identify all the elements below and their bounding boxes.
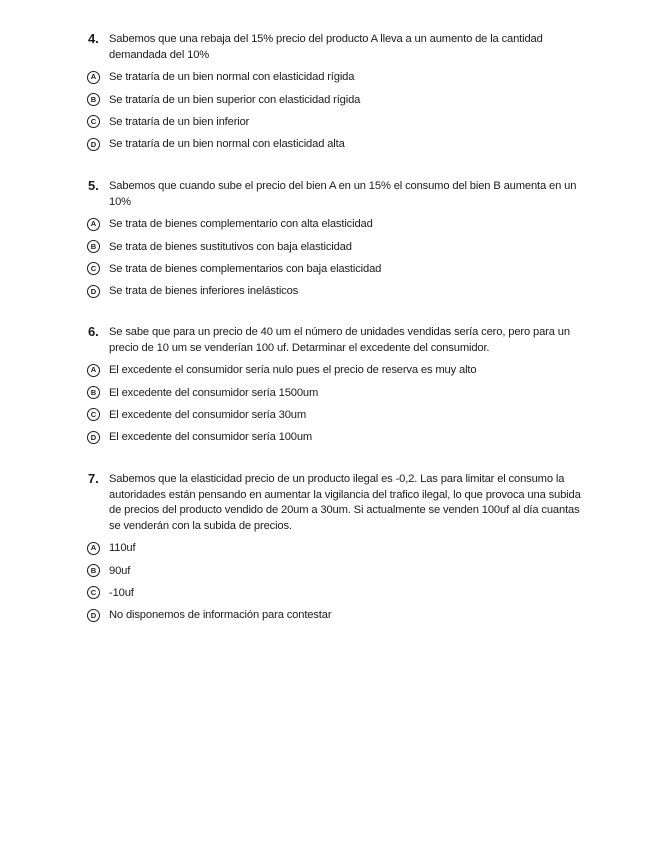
option-letter-badge: D bbox=[87, 285, 100, 298]
question-header bbox=[86, 32, 586, 63]
option-text: Se trata de bienes complementarios con baja elasticidad bbox=[109, 262, 382, 275]
option-text: El excedente del consumidor sería 30um bbox=[109, 408, 307, 421]
question-text: Sabemos que una rebaja del 15% precio del producto A lleva a un aumento de la cantidad demandada del 10% bbox=[109, 33, 543, 61]
question-7 bbox=[86, 472, 586, 627]
option-letter-badge: A bbox=[87, 542, 100, 555]
option-letter-badge: C bbox=[87, 586, 100, 599]
question-number: 6. bbox=[88, 324, 99, 339]
option-b[interactable] bbox=[86, 381, 586, 403]
question-5 bbox=[86, 179, 586, 303]
question-header bbox=[86, 179, 586, 210]
option-c[interactable] bbox=[86, 258, 586, 280]
option-c[interactable] bbox=[86, 111, 586, 133]
option-d[interactable] bbox=[86, 280, 586, 302]
option-a[interactable] bbox=[86, 359, 586, 381]
option-text: Se trataría de un bien normal con elasticidad rígida bbox=[109, 71, 355, 84]
question-4 bbox=[86, 32, 586, 156]
option-letter-badge: B bbox=[87, 386, 100, 399]
option-text: El excedente del consumidor sería 100um bbox=[109, 431, 313, 444]
option-text: Se trataría de un bien normal con elasticidad alta bbox=[109, 138, 345, 151]
option-letter-badge: B bbox=[87, 564, 100, 577]
option-text: Se trataría de un bien superior con elasticidad rígida bbox=[109, 93, 361, 106]
option-text: Se trata de bienes inferiores inelásticos bbox=[109, 285, 299, 298]
option-text: El excedente el consumidor sería nulo pues el precio de reserva es muy alto bbox=[109, 364, 477, 377]
option-d[interactable] bbox=[86, 133, 586, 155]
option-text: -10uf bbox=[109, 586, 134, 599]
option-letter-badge: D bbox=[87, 431, 100, 444]
option-text: 90uf bbox=[109, 564, 131, 577]
question-6 bbox=[86, 325, 586, 449]
question-text: Se sabe que para un precio de 40 um el número de unidades vendidas sería cero, pero para un precio de 10 um se venderían 100 uf. Detarminar el excedente del consumidor. bbox=[109, 326, 570, 354]
option-a[interactable] bbox=[86, 213, 586, 235]
option-text: Se trataría de un bien inferior bbox=[109, 115, 250, 128]
option-b[interactable] bbox=[86, 235, 586, 257]
option-text: Se trata de bienes complementario con alta elasticidad bbox=[109, 218, 373, 231]
option-text: 110uf bbox=[109, 542, 136, 555]
option-b[interactable] bbox=[86, 559, 586, 581]
option-d[interactable] bbox=[86, 426, 586, 448]
question-text: Sabemos que cuando sube el precio del bien A en un 15% el consumo del bien B aumenta en un 10% bbox=[109, 180, 577, 208]
option-letter-badge: B bbox=[87, 240, 100, 253]
option-list bbox=[86, 359, 586, 449]
question-text: Sabemos que la elasticidad precio de un producto ilegal es -0,2. Las para limitar el consumo la autoridades están pensando en aumentar la vigilancia del trafico ilegal, lo que provoca una subida de precios del producto vendido de 20um a 30um. Si actualmente se venden 100uf al día cuantas se venderán con la subida de precios. bbox=[109, 473, 581, 532]
option-b[interactable] bbox=[86, 88, 586, 110]
option-c[interactable] bbox=[86, 404, 586, 426]
option-text: Se trata de bienes sustitutivos con baja elasticidad bbox=[109, 240, 352, 253]
option-text: No disponemos de información para contestar bbox=[109, 609, 332, 622]
option-letter-badge: D bbox=[87, 609, 100, 622]
question-header bbox=[86, 472, 586, 534]
option-letter-badge: C bbox=[87, 408, 100, 421]
option-letter-badge: B bbox=[87, 93, 100, 106]
option-c[interactable] bbox=[86, 582, 586, 604]
question-header bbox=[86, 325, 586, 356]
option-letter-badge: C bbox=[87, 115, 100, 128]
option-letter-badge: D bbox=[87, 138, 100, 151]
question-number: 4. bbox=[88, 31, 99, 46]
option-list bbox=[86, 213, 586, 303]
option-letter-badge: C bbox=[87, 262, 100, 275]
option-a[interactable] bbox=[86, 537, 586, 559]
question-number: 7. bbox=[88, 471, 99, 486]
option-text: El excedente del consumidor sería 1500um bbox=[109, 386, 319, 399]
option-a[interactable] bbox=[86, 66, 586, 88]
option-letter-badge: A bbox=[87, 364, 100, 377]
option-list bbox=[86, 537, 586, 627]
question-number: 5. bbox=[88, 178, 99, 193]
option-letter-badge: A bbox=[87, 218, 100, 231]
option-list bbox=[86, 66, 586, 156]
option-letter-badge: A bbox=[87, 71, 100, 84]
option-d[interactable] bbox=[86, 604, 586, 626]
